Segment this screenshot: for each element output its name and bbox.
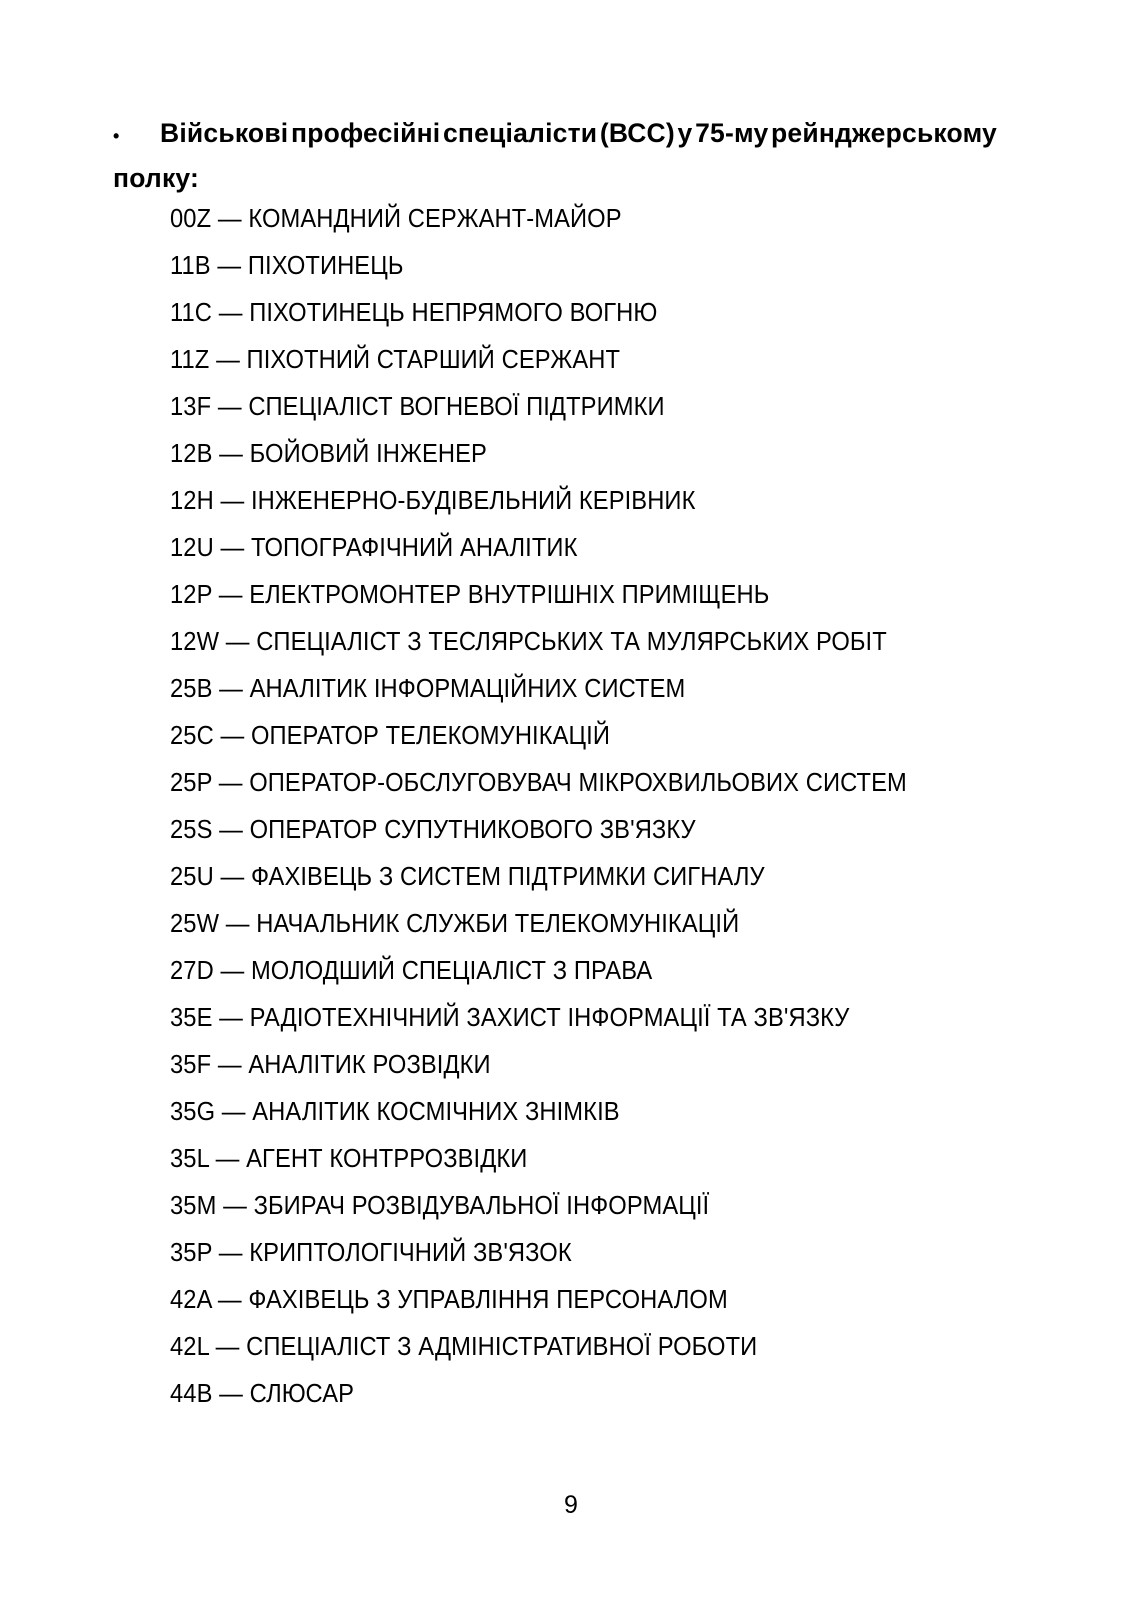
list-item: 35F — АНАЛІТИК РОЗВІДКИ xyxy=(170,1051,491,1079)
list-item: 35M — ЗБИРАЧ РОЗВІДУВАЛЬНОЇ ІНФОРМАЦІЇ xyxy=(170,1192,710,1220)
bullet-icon: • xyxy=(113,126,120,146)
heading-word: спеціалісти xyxy=(442,118,598,148)
list-item: 35G — АНАЛІТИК КОСМІЧНИХ ЗНІМКІВ xyxy=(170,1098,620,1126)
list-item: 27D — МОЛОДШИЙ СПЕЦІАЛІСТ З ПРАВА xyxy=(170,957,653,985)
list-item: 12B — БОЙОВИЙ ІНЖЕНЕР xyxy=(170,440,487,468)
page-number: 9 xyxy=(564,1491,578,1519)
list-item: 13F — СПЕЦІАЛІСТ ВОГНЕВОЇ ПІДТРИМКИ xyxy=(170,393,665,421)
list-item: 25B — АНАЛІТИК ІНФОРМАЦІЙНИХ СИСТЕМ xyxy=(170,675,686,703)
list-item: 42L — СПЕЦІАЛІСТ З АДМІНІСТРАТИВНОЇ РОБОТИ xyxy=(170,1333,758,1361)
list-item: 11Z — ПІХОТНИЙ СТАРШИЙ СЕРЖАНТ xyxy=(170,346,621,374)
heading-word: у xyxy=(677,118,693,148)
list-item: 00Z — КОМАНДНИЙ СЕРЖАНТ-МАЙОР xyxy=(170,205,622,233)
heading-first-line xyxy=(113,113,997,156)
mos-code-list xyxy=(170,196,1070,1418)
list-item: 12U — ТОПОГРАФІЧНИЙ АНАЛІТИК xyxy=(170,534,578,562)
heading-word: професійні xyxy=(290,118,441,148)
list-item: 11B — ПІХОТИНЕЦЬ xyxy=(170,252,404,280)
heading-word: (ВСС) xyxy=(599,118,675,148)
list-item: 12H — ІНЖЕНЕРНО-БУДІВЕЛЬНИЙ КЕРІВНИК xyxy=(170,487,696,515)
list-item: 25C — ОПЕРАТОР ТЕЛЕКОМУНІКАЦІЙ xyxy=(170,722,610,750)
heading-paragraph xyxy=(113,113,997,200)
list-item: 25S — ОПЕРАТОР СУПУТНИКОВОГО ЗВ'ЯЗКУ xyxy=(170,816,696,844)
list-item: 44B — СЛЮСАР xyxy=(170,1380,355,1408)
heading-word: рейнджерському xyxy=(771,118,997,148)
list-item: 35P — КРИПТОЛОГІЧНИЙ ЗВ'ЯЗОК xyxy=(170,1239,572,1267)
list-item: 25U — ФАХІВЕЦЬ З СИСТЕМ ПІДТРИМКИ СИГНАЛУ xyxy=(170,863,765,891)
heading-word: Військові xyxy=(160,118,289,148)
list-item: 35L — АГЕНТ КОНТРРОЗВІДКИ xyxy=(170,1145,528,1173)
list-item: 11C — ПІХОТИНЕЦЬ НЕПРЯМОГО ВОГНЮ xyxy=(170,299,658,327)
list-item: 25P — ОПЕРАТОР-ОБСЛУГОВУВАЧ МІКРОХВИЛЬОВИХ СИСТЕМ xyxy=(170,769,907,797)
list-item: 12W — СПЕЦІАЛІСТ З ТЕСЛЯРСЬКИХ ТА МУЛЯРСЬКИХ РОБІТ xyxy=(170,628,887,656)
list-item: 25W — НАЧАЛЬНИК СЛУЖБИ ТЕЛЕКОМУНІКАЦІЙ xyxy=(170,910,740,938)
list-item: 12P — ЕЛЕКТРОМОНТЕР ВНУТРІШНІХ ПРИМІЩЕНЬ xyxy=(170,581,770,609)
list-item: 35E — РАДІОТЕХНІЧНИЙ ЗАХИСТ ІНФОРМАЦІЇ ТА ЗВ'ЯЗКУ xyxy=(170,1004,850,1032)
heading-text-justified xyxy=(160,113,997,153)
list-item: 42A — ФАХІВЕЦЬ З УПРАВЛІННЯ ПЕРСОНАЛОМ xyxy=(170,1286,728,1314)
heading-word: 75-му xyxy=(695,118,769,148)
heading-second-line: полку: xyxy=(113,163,200,193)
